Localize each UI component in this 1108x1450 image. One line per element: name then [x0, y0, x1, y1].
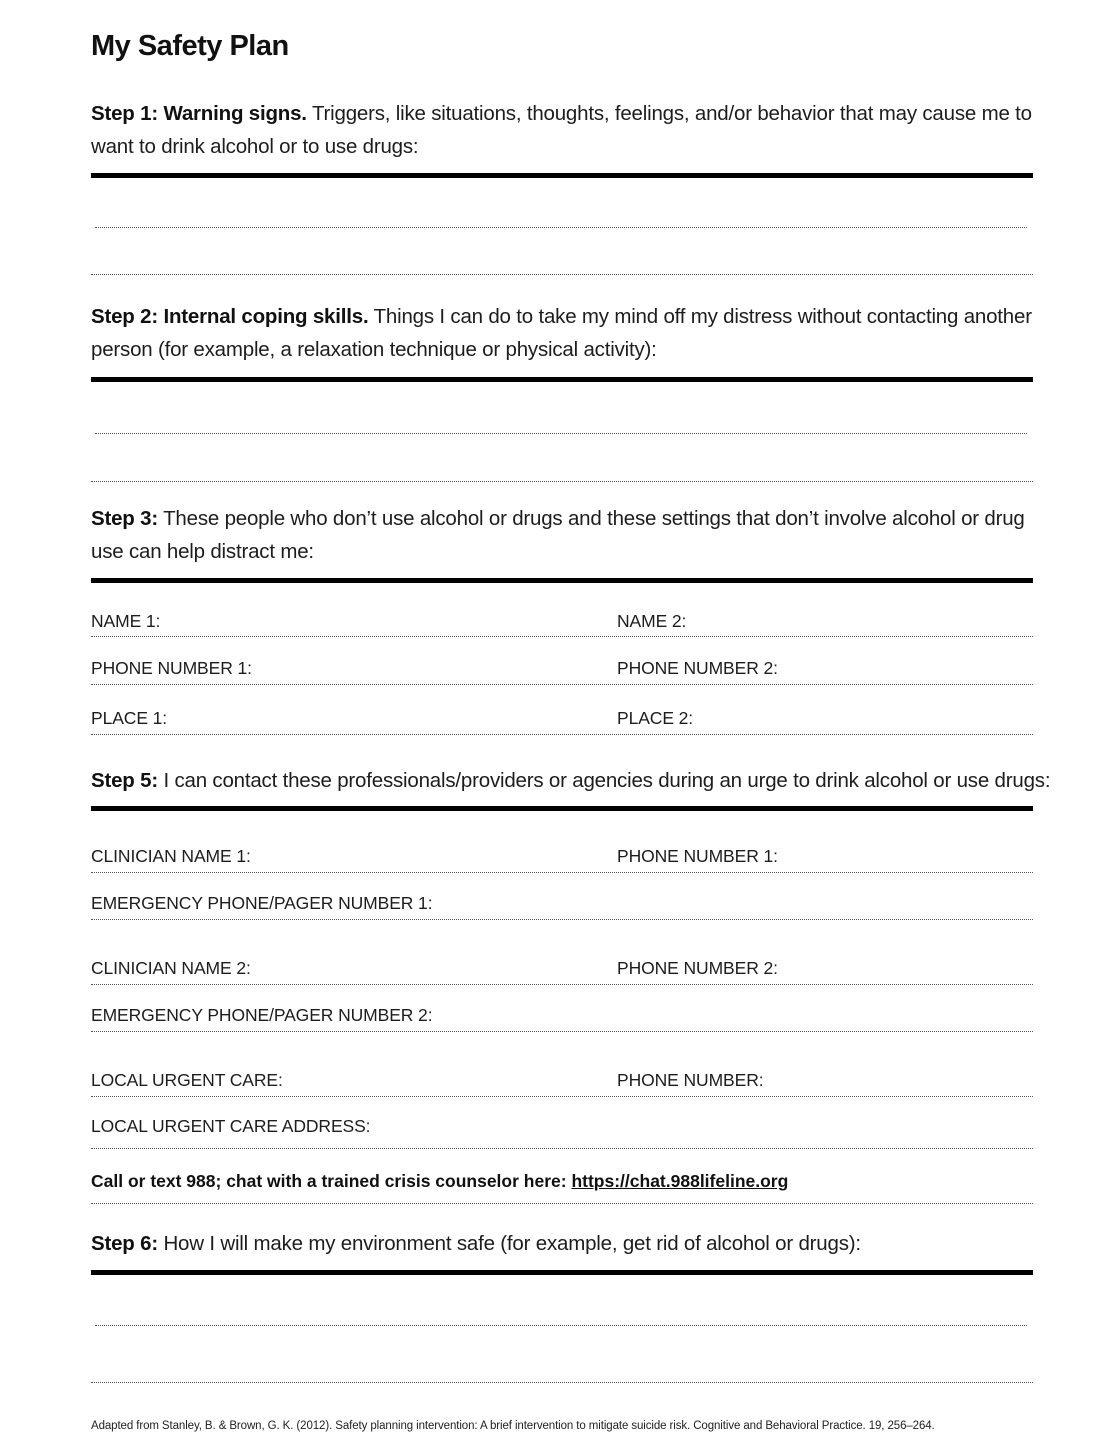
step-3-divider: [91, 578, 1033, 583]
clinician-phone-2-label: PHONE NUMBER 2:: [617, 958, 778, 978]
step-3-prompt: [91, 502, 1041, 568]
step-6-prompt: [91, 1227, 1041, 1260]
clinician-name-1-label: CLINICIAN NAME 1:: [91, 846, 251, 866]
emergency-number-1-label: EMERGENCY PHONE/PAGER NUMBER 1:: [91, 893, 433, 913]
step-3-label: Step 3:: [91, 507, 158, 530]
emergency-2-answer-line[interactable]: [91, 1031, 1033, 1032]
step-1-answer-line-1[interactable]: [95, 227, 1027, 228]
urgent-care-address-label: LOCAL URGENT CARE ADDRESS:: [91, 1116, 371, 1136]
step-2-text: Things I can do to take my mind off my distress without contacting another person (for example, a relaxation technique or physical activity):: [91, 305, 1032, 361]
place-answer-line[interactable]: [91, 734, 1033, 735]
step-2-answer-line-1[interactable]: [95, 433, 1027, 434]
step-6-text: How I will make my environment safe (for example, get rid of alcohol or drugs):: [163, 1232, 861, 1255]
citation-footer: Adapted from Stanley, B. & Brown, G. K. (2012). Safety planning intervention: A brief intervention to mitigate suicide risk. Cognitive and Behavioral Practice. 19, 256–264.: [91, 1420, 935, 1432]
crisis-text: Call or text 988; chat with a trained crisis counselor here:: [91, 1171, 567, 1191]
step-1-prompt: [91, 97, 1041, 163]
page-title: My Safety Plan: [91, 30, 289, 62]
crisis-divider: [91, 1203, 1033, 1204]
name-2-label: NAME 2:: [617, 611, 687, 631]
place-2-label: PLACE 2:: [617, 708, 694, 728]
name-answer-line[interactable]: [91, 636, 1033, 637]
clinician-name-2-label: CLINICIAN NAME 2:: [91, 958, 251, 978]
step-6-answer-line-2[interactable]: [91, 1382, 1033, 1383]
local-urgent-care-label: LOCAL URGENT CARE:: [91, 1070, 283, 1090]
step-1-label: Step 1: Warning signs.: [91, 102, 307, 125]
crisis-chat-link[interactable]: https://chat.988lifeline.org: [571, 1171, 789, 1191]
phone-answer-line[interactable]: [91, 684, 1033, 685]
step-6-divider: [91, 1270, 1033, 1275]
step-1-divider: [91, 173, 1033, 178]
step-6-answer-line-1[interactable]: [95, 1325, 1027, 1326]
step-2-answer-line-2[interactable]: [91, 481, 1033, 482]
step-5-divider: [91, 806, 1033, 811]
phone-number-1-label: PHONE NUMBER 1:: [91, 658, 252, 678]
step-3-text: These people who don’t use alcohol or drugs and these settings that don’t involve alcohol or drug use can help distract me:: [91, 507, 1025, 563]
urgent-care-answer-line[interactable]: [91, 1096, 1033, 1097]
crisis-line-notice: [91, 1171, 788, 1192]
step-5-label: Step 5:: [91, 769, 158, 792]
clinician-1-answer-line[interactable]: [91, 872, 1033, 873]
phone-number-2-label: PHONE NUMBER 2:: [617, 658, 778, 678]
urgent-care-phone-label: PHONE NUMBER:: [617, 1070, 764, 1090]
name-1-label: NAME 1:: [91, 611, 161, 631]
step-5-text: I can contact these professionals/providers or agencies during an urge to drink alcohol or use drugs:: [163, 769, 1051, 792]
step-1-text: Triggers, like situations, thoughts, feelings, and/or behavior that may cause me to want to drink alcohol or to use drugs:: [91, 102, 1032, 158]
place-1-label: PLACE 1:: [91, 708, 168, 728]
step-2-prompt: [91, 300, 1041, 366]
step-2-divider: [91, 377, 1033, 382]
step-1-answer-line-2[interactable]: [91, 274, 1033, 275]
step-2-label: Step 2: Internal coping skills.: [91, 305, 369, 328]
emergency-1-answer-line[interactable]: [91, 919, 1033, 920]
clinician-phone-1-label: PHONE NUMBER 1:: [617, 846, 778, 866]
clinician-2-answer-line[interactable]: [91, 984, 1033, 985]
step-5-prompt: [91, 764, 1101, 797]
step-6-label: Step 6:: [91, 1232, 158, 1255]
urgent-care-address-answer-line[interactable]: [91, 1148, 1033, 1149]
emergency-number-2-label: EMERGENCY PHONE/PAGER NUMBER 2:: [91, 1005, 433, 1025]
